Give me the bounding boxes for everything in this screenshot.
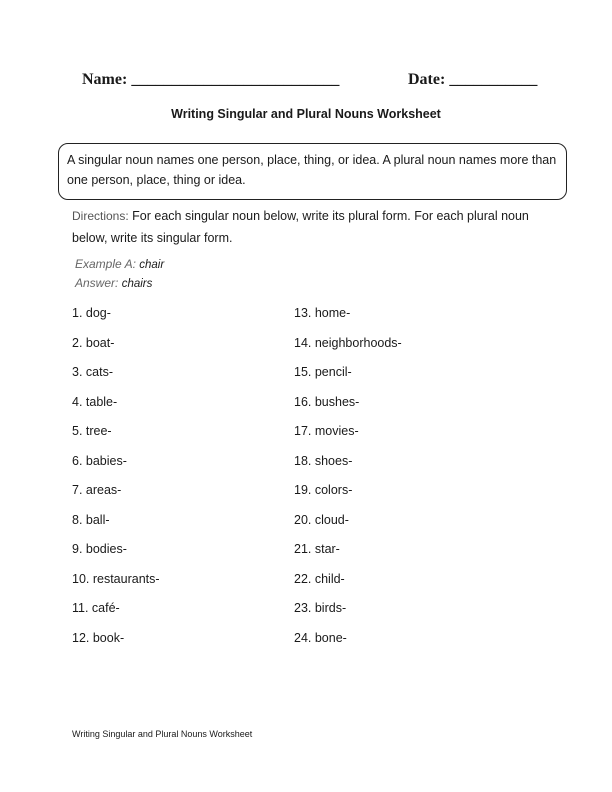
directions [72, 205, 542, 249]
list-item: 10. restaurants- [72, 571, 160, 586]
example-label: Example A: [75, 257, 136, 271]
example-line [75, 255, 164, 274]
list-item: 19. colors- [294, 483, 353, 497]
directions-text: For each singular noun below, write its plural form. For each plural noun below, write its singular form. [72, 209, 529, 245]
list-item: 16. bushes- [294, 394, 360, 409]
definition-text: A singular noun names one person, place, thing, or idea. A plural noun names more than one person, place, thing or idea. [67, 153, 557, 187]
list-item: 1. dog- [72, 306, 111, 320]
answer-label: Answer: [75, 276, 119, 290]
list-item: 15. pencil- [294, 365, 352, 379]
list-item: 13. home- [294, 306, 351, 320]
list-item: 20. cloud- [294, 512, 349, 527]
list-item: 12. book- [72, 630, 125, 645]
list-item: 24. bone- [294, 630, 347, 645]
list-item: 6. babies- [72, 453, 127, 468]
list-item: 4. table- [72, 394, 118, 409]
footer-text: Writing Singular and Plural Nouns Worksheet [72, 729, 253, 739]
list-item: 14. neighborhoods- [294, 335, 402, 350]
list-item: 23. birds- [294, 601, 347, 615]
date-field-label: Date: ___________ [408, 71, 538, 88]
list-item: 11. café- [72, 601, 120, 615]
name-field-label: Name: __________________________ [82, 71, 340, 88]
list-item: 2. boat- [72, 335, 115, 350]
list-item: 21. star- [294, 542, 340, 556]
directions-label: Directions: [72, 209, 129, 223]
answer-word: chairs [121, 278, 153, 290]
items-left-column [72, 305, 160, 659]
list-item: 9. bodies- [72, 542, 127, 556]
list-item: 5. tree- [72, 424, 112, 438]
list-item: 8. ball- [72, 512, 110, 527]
items-right-column [294, 305, 402, 659]
list-item: 17. movies- [294, 424, 359, 438]
definition-box [58, 143, 567, 200]
worksheet-title: Writing Singular and Plural Nouns Worksheet [171, 107, 441, 121]
example-block [75, 255, 164, 293]
example-word: chair [139, 259, 165, 271]
list-item: 3. cats- [72, 365, 113, 379]
list-item: 18. shoes- [294, 453, 353, 468]
answer-line [75, 274, 164, 293]
list-item: 7. areas- [72, 483, 122, 497]
list-item: 22. child- [294, 571, 345, 586]
